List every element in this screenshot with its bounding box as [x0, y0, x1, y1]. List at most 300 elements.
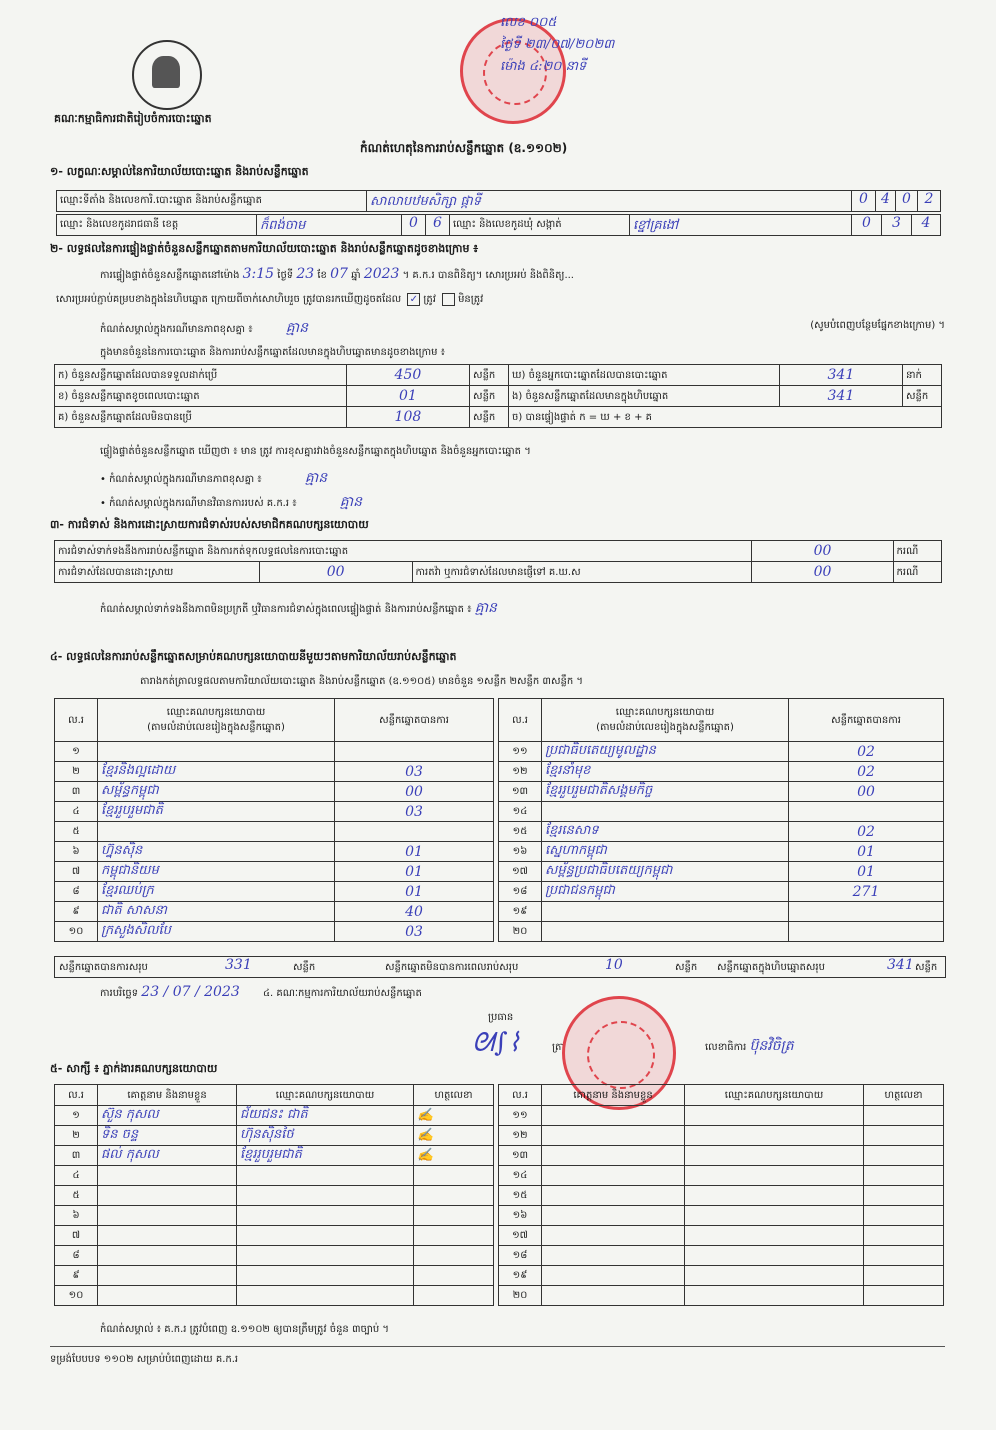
- row-no: ៦: [55, 842, 98, 862]
- table-row: [499, 842, 944, 862]
- checkbox-empty-icon[interactable]: [442, 293, 455, 306]
- table-row: [55, 762, 494, 782]
- witness-name: [98, 1266, 237, 1286]
- total-invalid: 10: [605, 957, 623, 973]
- witness-name: ទិន ចន្ទ: [98, 1126, 237, 1146]
- witness-party: [237, 1186, 414, 1206]
- col-party: [98, 699, 335, 742]
- witness-party: [685, 1146, 864, 1166]
- row-no: ១៧: [499, 862, 542, 882]
- objection-value: 00: [752, 562, 893, 583]
- witness-name: [542, 1246, 685, 1266]
- col-no: ល.រ: [55, 1085, 98, 1106]
- witness-party: ជ័យ​ជនះ ជាតិ: [237, 1106, 414, 1126]
- row-no: ៩: [55, 1266, 98, 1286]
- vote-count: 01: [789, 842, 944, 862]
- row-no: ១២: [499, 1126, 542, 1146]
- section-2-heading: ២- លទ្ធផលនៃការផ្ទៀងផ្ទាត់ចំនួនសន្លឹកឆ្នោតតាមការិយាល័យបោះឆ្នោត និងរាប់សន្លឹកឆ្នោតដូចខាងក្រោម ៖: [50, 242, 479, 255]
- witness-party: [237, 1246, 414, 1266]
- table-row: [55, 882, 494, 902]
- party-name: ក្រសួងសិលបែ: [98, 922, 335, 942]
- witness-signature: [864, 1286, 944, 1306]
- station-digit: 2: [924, 191, 934, 207]
- seal-check-line: [56, 292, 483, 307]
- party-name: ខ្មែររួបរួមជាតិសង្គមកិច្ច: [542, 782, 789, 802]
- table-row: [499, 1266, 944, 1286]
- table-row: [499, 902, 944, 922]
- witness-table-right: [498, 1084, 944, 1306]
- vote-count: 00: [335, 782, 494, 802]
- row-no: ៩: [55, 902, 98, 922]
- note-value: គ្មាន: [285, 320, 308, 336]
- witness-party: [685, 1226, 864, 1246]
- date-value: 23 / 07 / 2023: [141, 984, 240, 1000]
- row-label: ង) ចំនួនសន្លឹកឆ្នោតដែលមានក្នុងហិបឆ្នោត: [509, 386, 780, 407]
- table-row: [55, 1286, 494, 1306]
- note-value: គ្មាន: [474, 600, 497, 616]
- witness-signature: [414, 1286, 494, 1306]
- vote-count: 01: [335, 862, 494, 882]
- intro-text: ការផ្ទៀងផ្ទាត់ចំនួនសន្លឹកឆ្នោតនៅម៉ោង: [100, 270, 240, 281]
- witness-party: ខ្មែររួបរួមជាតិ: [237, 1146, 414, 1166]
- witness-signature: [414, 1206, 494, 1226]
- date-label: ការបរិច្ឆេទ: [100, 988, 139, 999]
- results-table-right: [498, 698, 944, 942]
- table-row: [55, 1166, 494, 1186]
- note-line: [100, 318, 945, 339]
- stamp-notes: [500, 12, 614, 78]
- witness-signature: [864, 1206, 944, 1226]
- table-row: [499, 762, 944, 782]
- bullet-value: គ្មាន: [304, 470, 328, 486]
- row-no: ៣: [55, 782, 98, 802]
- table-row: [499, 1106, 944, 1126]
- table-row: [55, 782, 494, 802]
- party-name: ហ្វ៊ុនស៊ិន: [98, 842, 335, 862]
- table-row: [55, 1106, 494, 1126]
- vote-count: [789, 922, 944, 942]
- witness-signature: [414, 1246, 494, 1266]
- table-row: [499, 782, 944, 802]
- row-no: ១៦: [499, 1206, 542, 1226]
- table-header-row: [55, 1085, 494, 1106]
- province-row: [56, 214, 941, 236]
- witness-signature: [864, 1266, 944, 1286]
- table-row: [499, 1186, 944, 1206]
- unit: សន្លឹក: [470, 407, 509, 428]
- station-name: សាលាបឋមសិក្សា ផ្កាទី: [367, 191, 852, 211]
- row-no: ១២: [499, 762, 542, 782]
- party-name: [542, 902, 789, 922]
- row-label: គ) ចំនួនសន្លឹកឆ្នោតដែលមិនបានប្រើ: [55, 407, 347, 428]
- commune-digit: 4: [921, 215, 931, 231]
- row-no: ១៧: [499, 1226, 542, 1246]
- table-row: [55, 1266, 494, 1286]
- vote-count: 02: [789, 822, 944, 842]
- sign-role: ៤. គណៈកម្មការការិយាល័យរាប់សន្លឹកឆ្នោត: [262, 988, 422, 999]
- table-row: [499, 922, 944, 942]
- objection-table: [54, 540, 942, 583]
- objection-value: 00: [259, 562, 412, 583]
- intro-text: ថ្ងៃទី: [277, 270, 294, 281]
- witness-signature: [864, 1166, 944, 1186]
- witness-party: [685, 1266, 864, 1286]
- table-row: [55, 922, 494, 942]
- witness-name: [542, 1106, 685, 1126]
- party-name: [542, 802, 789, 822]
- unit: សន្លឹក: [293, 962, 316, 973]
- table-row: [499, 1286, 944, 1306]
- year-value: 2023: [363, 266, 400, 282]
- station-digit: 0: [852, 191, 876, 211]
- row-no: ១០: [55, 1286, 98, 1306]
- intro-text: ។ គ.ក.រ បានពិនិត្យ។ សោរប្រអប់ និងពិនិត្យ...: [402, 270, 574, 281]
- witness-name: ស៊ួន កុសល: [98, 1106, 237, 1126]
- chair-signature-icon: ᘛ∫⌇: [472, 1028, 521, 1058]
- vote-count: [335, 742, 494, 762]
- bullet-line: [100, 468, 327, 489]
- table-row: [55, 541, 942, 562]
- option-no: មិនត្រូវ: [458, 294, 484, 305]
- table-header-row: [55, 699, 494, 742]
- total-invalid-label: សន្លឹកឆ្នោតមិនបានការពេលរាប់សរុប: [385, 962, 519, 973]
- unit: សន្លឹក: [903, 386, 942, 407]
- party-name: សម្ព័ន្ធប្រជាធិបតេយ្យកម្ពុជា: [542, 862, 789, 882]
- station-row: [56, 190, 941, 212]
- table-row: [55, 902, 494, 922]
- party-name: ស្នេហាកម្ពុជា: [542, 842, 789, 862]
- row-no: ៦: [55, 1206, 98, 1226]
- table-row: [499, 1126, 944, 1146]
- col-sign: ហត្ថលេខា: [414, 1085, 494, 1106]
- col-sign: ហត្ថលេខា: [864, 1085, 944, 1106]
- witness-name: [98, 1206, 237, 1226]
- vote-count: 01: [335, 842, 494, 862]
- row-no: ១៩: [499, 1266, 542, 1286]
- vote-count: 03: [335, 802, 494, 822]
- party-name: សម្ព័ន្ធកម្ពុជា: [98, 782, 335, 802]
- total-box-label: សន្លឹកឆ្នោតក្នុងហិបឆ្នោតសរុប: [717, 962, 825, 973]
- witness-name: [98, 1186, 237, 1206]
- unit: នាក់: [903, 365, 942, 386]
- witness-party: [685, 1206, 864, 1226]
- col-party: ឈ្មោះគណបក្សនយោបាយ: [237, 1085, 414, 1106]
- party-name: កម្ពុជានិយម: [98, 862, 335, 882]
- col-votes: សន្លឹកឆ្នោតបានការ: [789, 699, 944, 742]
- party-name: ខ្មែរនេសាទ: [542, 822, 789, 842]
- row-no: ១១: [499, 1106, 542, 1126]
- witness-party: [685, 1246, 864, 1266]
- row-no: ៨: [55, 1246, 98, 1266]
- witness-signature: ✍: [414, 1106, 494, 1126]
- row-no: ១: [55, 742, 98, 762]
- row-value: 01: [346, 386, 469, 407]
- unit: សន្លឹក: [675, 962, 698, 973]
- ballot-count-table: [54, 364, 942, 428]
- province-digit: 0: [402, 215, 426, 235]
- witness-signature: [864, 1146, 944, 1166]
- commune-name: ខ្នៅគ្រងៅ: [630, 215, 852, 235]
- row-no: ៨: [55, 882, 98, 902]
- table-row: [55, 1206, 494, 1226]
- table-row: [55, 1246, 494, 1266]
- month-value: 07: [330, 266, 348, 282]
- time-value: 3:15: [242, 266, 275, 282]
- col-party-label: ឈ្មោះគណបក្សនយោបាយ: [615, 707, 715, 718]
- station-label: ឈ្មោះទីតាំង និងលេខការិ.បោះឆ្នោត និងរាប់សន្លឹកឆ្នោត: [57, 191, 367, 211]
- col-name: គោត្តនាម និងនាមខ្លួន: [542, 1085, 685, 1106]
- party-name: [98, 742, 335, 762]
- row-no: ១៤: [499, 1166, 542, 1186]
- date-line: [100, 984, 422, 1001]
- stamp-note: ម៉ោង ៤:២០ នាទី: [500, 59, 587, 74]
- witness-signature: [414, 1166, 494, 1186]
- table-row: [499, 1146, 944, 1166]
- row-no: ២: [55, 762, 98, 782]
- province-digit: 6: [426, 215, 450, 235]
- section-4-heading: ៤- លទ្ធផលនៃការរាប់សន្លឹកឆ្នោតសម្រាប់គណបក្សនយោបាយនីមួយៗតាមការិយាល័យរាប់សន្លឹកឆ្នោត: [50, 650, 457, 663]
- table-header-row: [499, 1085, 944, 1106]
- witness-name: [542, 1206, 685, 1226]
- witness-name: [542, 1226, 685, 1246]
- org-name: គណៈកម្មាធិការជាតិរៀបចំការបោះឆ្នោត: [54, 112, 212, 125]
- vote-count: 00: [789, 782, 944, 802]
- table-row: [55, 562, 942, 583]
- party-name: ប្រជាជនកម្ពុជា: [542, 882, 789, 902]
- table-header-row: [499, 699, 944, 742]
- table-row: [499, 1226, 944, 1246]
- table-row: [55, 1186, 494, 1206]
- nec-emblem-icon: [132, 40, 202, 110]
- bullet-label: • កំណត់សម្គាល់ក្នុងករណីមានភាពខុសគ្នា ៖: [100, 474, 262, 485]
- vote-count: 02: [789, 762, 944, 782]
- row-label: ខ) ចំនួនសន្លឹកឆ្នោតខូចពេលបោះឆ្នោត: [55, 386, 347, 407]
- party-name: [542, 922, 789, 942]
- witness-party: [237, 1286, 414, 1306]
- witness-party: ហ៊ុនស៊ិនថៃ: [237, 1126, 414, 1146]
- section-1-heading: ១- លក្ខណៈសម្គាល់នៃការិយាល័យបោះឆ្នោត និងរាប់សន្លឹកឆ្នោត: [50, 165, 309, 178]
- row-no: ៧: [55, 862, 98, 882]
- objection-label: ការជំទាស់ដែលបានដោះស្រាយ: [55, 562, 260, 583]
- party-name: ខ្មែរនិងល្អដោយ: [98, 762, 335, 782]
- objection-value: 00: [752, 541, 893, 562]
- sign-seal-label: ត្រា: [552, 1042, 565, 1053]
- table-row: [55, 802, 494, 822]
- witness-signature: [864, 1106, 944, 1126]
- divider: [50, 1346, 945, 1347]
- check-line: ផ្ទៀងផ្ទាត់ចំនួនសន្លឹកឆ្នោត ឃើញថា ៖ មាន ត្រូវ ការខុសគ្នារវាងចំនួនសន្លឹកឆ្នោតក្នុងហិបឆ្នោត និងចំនួនអ្នកបោះឆ្នោត ។: [100, 446, 531, 457]
- party-name: ខ្មែរឈប់ក្រ: [98, 882, 335, 902]
- table-row: [499, 1246, 944, 1266]
- row-no: ៤: [55, 1166, 98, 1186]
- party-name: ជាតិ សាសនា: [98, 902, 335, 922]
- witness-signature: [864, 1246, 944, 1266]
- table-row: [55, 1146, 494, 1166]
- section-5-heading: ៥- សាក្សី ៖ ភ្នាក់ងារគណបក្សនយោបាយ: [50, 1062, 218, 1075]
- col-name: គោត្តនាម និងនាមខ្លួន: [98, 1085, 237, 1106]
- table-row: [499, 882, 944, 902]
- party-name: ប្រជាធិបតេយ្យមូលដ្ឋាន: [542, 742, 789, 762]
- row-no: ១៥: [499, 1186, 542, 1206]
- row-no: ១: [55, 1106, 98, 1126]
- col-party: [542, 699, 789, 742]
- bullet-label: • កំណត់សម្គាល់ក្នុងករណីមានវិធានការរបស់ គ.ក.រ ៖: [100, 498, 297, 509]
- witness-signature: [414, 1226, 494, 1246]
- witness-party: [237, 1266, 414, 1286]
- row-no: ២: [55, 1126, 98, 1146]
- station-digit: 4: [876, 191, 896, 211]
- witness-signature: [864, 1126, 944, 1146]
- col-no: ល.រ: [55, 699, 98, 742]
- day-value: 23: [296, 266, 315, 282]
- stamp-note: លេខ ០០៥: [500, 15, 557, 30]
- option-yes: ត្រូវ: [423, 294, 436, 305]
- col-party-sub: (តាមលំដាប់លេខរៀងក្នុងសន្លឹកឆ្នោត): [147, 722, 285, 733]
- totals-row: [54, 956, 946, 978]
- row-no: ១១: [499, 742, 542, 762]
- verification-time-line: [100, 266, 574, 283]
- witness-name: [98, 1246, 237, 1266]
- intro-text: ឆ្នាំ: [351, 270, 361, 281]
- unit: សន្លឹក: [470, 386, 509, 407]
- row-no: ៧: [55, 1226, 98, 1246]
- checkbox-checked-icon[interactable]: ✓: [407, 293, 420, 306]
- table-row: [55, 1226, 494, 1246]
- row-value: 341: [779, 386, 902, 407]
- party-name: ខ្មែរនាំមុខ: [542, 762, 789, 782]
- intro-text: ខែ: [317, 270, 327, 281]
- form-footer: ទម្រង់បែបបទ ១១០២ សម្រាប់បំពេញដោយ គ.ក.រ: [50, 1354, 239, 1365]
- witness-name: [542, 1166, 685, 1186]
- province-label: ឈ្មោះ និងលេខកូដរាជធានី ខេត្ត: [57, 215, 257, 235]
- witness-name: [98, 1286, 237, 1306]
- table-row: [55, 862, 494, 882]
- witness-party: [685, 1106, 864, 1126]
- note-label: កំណត់សម្គាល់ទាក់ទងនឹងភាពមិនប្រក្រតី ឬវិធានការជំទាស់ក្នុងពេលផ្ទៀងផ្ទាត់ និងការរាប់សន្លឹកឆ្នោត ៖: [100, 604, 472, 615]
- witness-name: [542, 1126, 685, 1146]
- vote-count: 03: [335, 762, 494, 782]
- unit: ករណី: [893, 541, 941, 562]
- vote-count: 03: [335, 922, 494, 942]
- note-hint: (សូមបំពេញបន្ថែមផ្នែកខាងក្រោម) ។: [810, 320, 945, 331]
- row-no: ១៦: [499, 842, 542, 862]
- row-no: ១៤: [499, 802, 542, 822]
- table-row: [55, 1126, 494, 1146]
- row-no: ១០: [55, 922, 98, 942]
- section-3-heading: ៣- ការជំទាស់ និងការដោះស្រាយការជំទាស់របស់សមាជិកគណបក្សនយោបាយ: [50, 518, 369, 531]
- col-party-label: ឈ្មោះគណបក្សនយោបាយ: [166, 707, 266, 718]
- section-3-note: [100, 598, 497, 619]
- witness-name: [542, 1286, 685, 1306]
- secretary-line: [705, 1036, 794, 1057]
- vote-count: 02: [789, 742, 944, 762]
- vote-count: 40: [335, 902, 494, 922]
- row-no: ១៣: [499, 1146, 542, 1166]
- commune-digit: 0: [852, 215, 882, 235]
- subheading: ក្នុងមានចំនួននៃការបោះឆ្នោត និងការរាប់សន្លឹកឆ្នោតដែលមានក្នុងហិបឆ្នោតមានដូចខាងក្រោម ៖: [100, 347, 446, 358]
- total-valid: 331: [225, 957, 252, 973]
- row-no: ១៣: [499, 782, 542, 802]
- witness-name: ផល់ កុសល: [98, 1146, 237, 1166]
- table-row: [499, 1206, 944, 1226]
- bullet-line: [100, 492, 362, 513]
- unit: សន្លឹក: [915, 962, 938, 973]
- witness-signature: [864, 1186, 944, 1206]
- vote-count: [335, 822, 494, 842]
- unit: សន្លឹក: [470, 365, 509, 386]
- total-valid-label: សន្លឹកឆ្នោតបានការសរុប: [59, 962, 148, 973]
- witness-name: [542, 1146, 685, 1166]
- col-no: ល.រ: [499, 699, 542, 742]
- objection-label: ការតវ៉ា ឬការជំទាស់ដែលមានផ្ញើទៅ គ.ឃ.ស: [412, 562, 752, 583]
- sign-chair-label: ប្រធាន: [488, 1012, 514, 1023]
- stamp-note: ថ្ងៃទី ២៣/០៧/២០២៣: [500, 37, 615, 52]
- table-row: [499, 822, 944, 842]
- secretary-label: លេខាធិការ: [705, 1042, 747, 1053]
- table-row: [499, 802, 944, 822]
- commune-digit: 3: [882, 215, 912, 235]
- witness-party: [685, 1126, 864, 1146]
- party-name: [98, 822, 335, 842]
- row-no: ២០: [499, 1286, 542, 1306]
- witness-signature: [414, 1186, 494, 1206]
- row-no: ៣: [55, 1146, 98, 1166]
- row-label: ច) បានផ្ទៀងផ្ទាត់ ក = ឃ + ខ + គ: [509, 407, 942, 428]
- col-party: ឈ្មោះគណបក្សនយោបាយ: [685, 1085, 864, 1106]
- witness-name: [542, 1186, 685, 1206]
- commune-label: ឈ្មោះ និងលេខកូដឃុំ សង្កាត់: [450, 215, 630, 235]
- table-row: [499, 862, 944, 882]
- vote-count: 01: [335, 882, 494, 902]
- witness-name: [542, 1266, 685, 1286]
- witness-party: [685, 1186, 864, 1206]
- row-label: ឃ) ចំនួនអ្នកបោះឆ្នោតដែលបានបោះឆ្នោត: [509, 365, 780, 386]
- section-5-note: កំណត់សម្គាល់ ៖ គ.ក.រ ត្រូវបំពេញ ឧ.១១០២ ឲ្យបានត្រឹមត្រូវ ចំនួន ៣ច្បាប់ ។: [100, 1324, 389, 1335]
- unit: ករណី: [893, 562, 941, 583]
- note-label: កំណត់សម្គាល់ក្នុងករណីមានភាពខុសគ្នា ៖: [100, 324, 253, 335]
- row-no: ៥: [55, 1186, 98, 1206]
- form-title: កំណត់ហេតុនៃការរាប់សន្លឹកឆ្នោត (ឧ.១១០២): [360, 141, 568, 155]
- vote-count: 271: [789, 882, 944, 902]
- row-no: ៥: [55, 822, 98, 842]
- row-value: 341: [779, 365, 902, 386]
- bullet-value: គ្មាន: [339, 494, 363, 510]
- vote-count: [789, 902, 944, 922]
- row-no: ២០: [499, 922, 542, 942]
- row-no: ១៥: [499, 822, 542, 842]
- witness-party: [685, 1166, 864, 1186]
- row-label: ក) ចំនួនសន្លឹកឆ្នោតដែលបានទទួលដាក់ប្រើ: [55, 365, 347, 386]
- row-value: 108: [346, 407, 469, 428]
- vote-count: [789, 802, 944, 822]
- row-no: ១៩: [499, 902, 542, 922]
- witness-party: [237, 1166, 414, 1186]
- row-no: ៤: [55, 802, 98, 822]
- witness-name: [98, 1226, 237, 1246]
- table-row: [55, 742, 494, 762]
- total-box: 341: [887, 957, 914, 973]
- witness-party: [237, 1206, 414, 1226]
- witness-name: [98, 1166, 237, 1186]
- col-party-sub: (តាមលំដាប់លេខរៀងក្នុងសន្លឹកឆ្នោត): [596, 722, 734, 733]
- table-row: [499, 1166, 944, 1186]
- table-row: [55, 822, 494, 842]
- witness-signature: ✍: [414, 1146, 494, 1166]
- intro-text: សោរប្រអប់ភ្ជាប់គម្របខាងក្នុងនៃហិបឆ្នោត ក្រោយពីចាក់សោហិបរួច ត្រូវបានរកឃើញដូចតដែល: [56, 294, 402, 305]
- table-row: [55, 407, 942, 428]
- province-name: ក៏ពង់ចាម: [257, 215, 402, 235]
- secretary-name: ប៊ុនវិចិត្រ: [749, 1038, 794, 1054]
